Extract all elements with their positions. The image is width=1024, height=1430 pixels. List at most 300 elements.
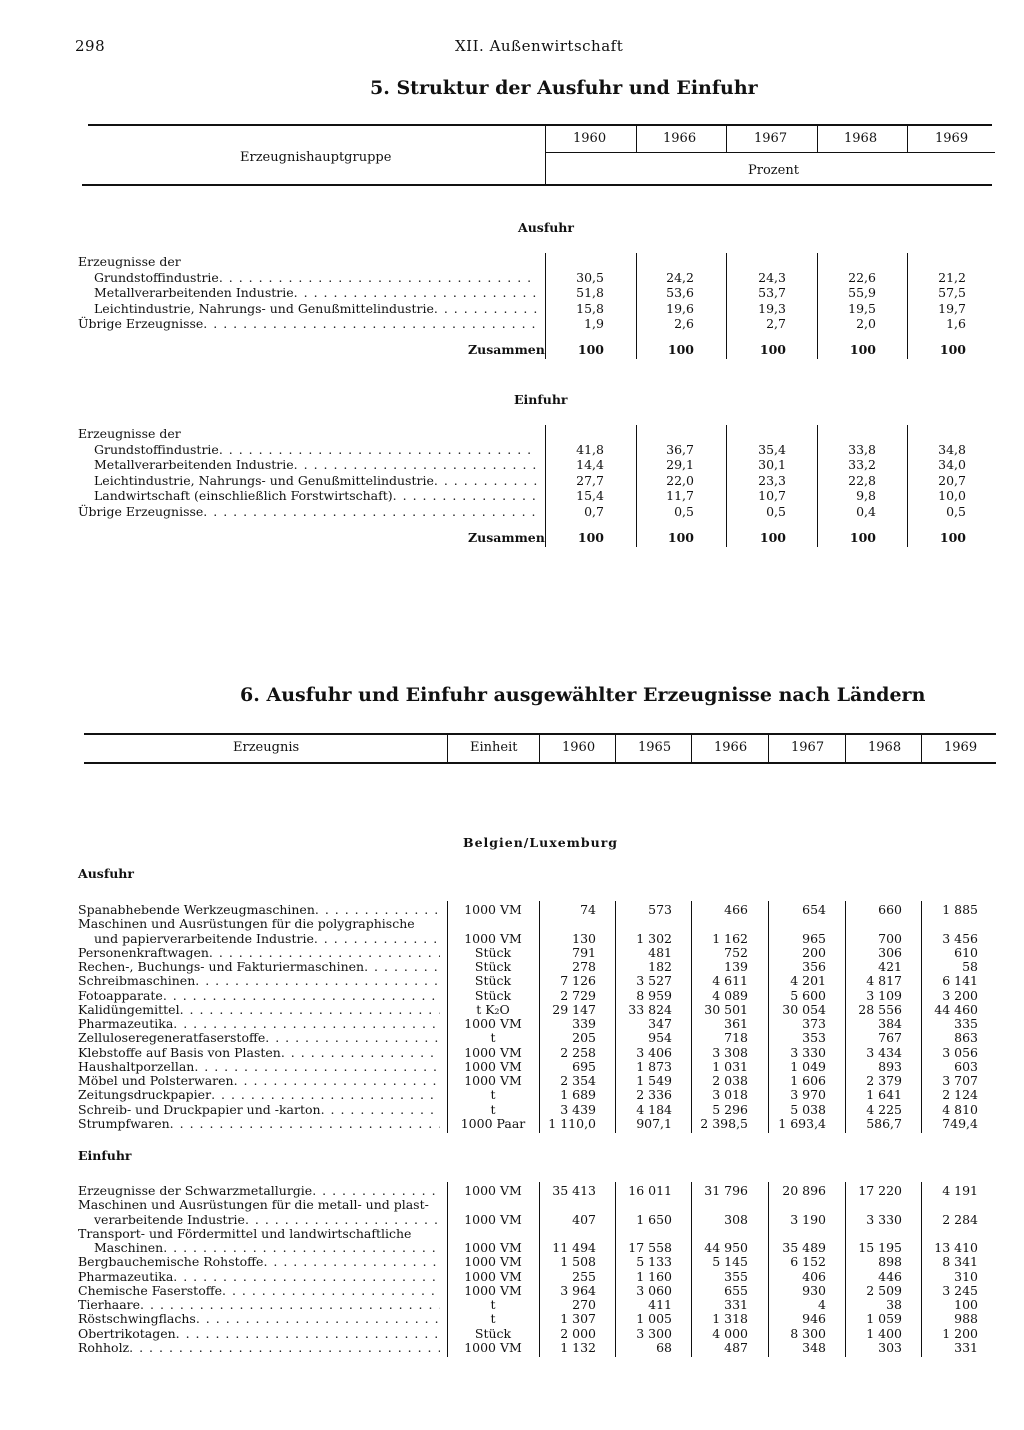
table6-header-divider — [845, 735, 846, 762]
row-label — [94, 302, 538, 316]
total-row — [0, 343, 1024, 357]
value-cell: 3 300 — [636, 1325, 672, 1341]
value-cell: 100 — [954, 1297, 978, 1312]
value-cell: 13 410 — [934, 1240, 978, 1255]
value-cell: 21,2 — [938, 269, 966, 285]
value-cell: 44 950 — [704, 1240, 748, 1255]
row-label-text: Spanabhebende Werkzeugmaschinen — [78, 902, 315, 917]
column-rule — [447, 901, 448, 1133]
leader-dots — [294, 458, 538, 472]
table-row — [0, 1327, 1024, 1341]
table-row — [0, 974, 1024, 988]
column-rule — [636, 425, 637, 547]
table6-header-divider — [691, 735, 692, 762]
value-cell: 1 650 — [636, 1211, 672, 1227]
table-row — [0, 474, 1024, 488]
row-label — [78, 1117, 440, 1131]
value-cell: 752 — [724, 944, 748, 960]
row-label-text: Metallverarbeitenden Industrie — [94, 457, 294, 473]
value-cell: 2 336 — [636, 1087, 672, 1103]
table-row — [0, 1046, 1024, 1060]
value-cell: 573 — [648, 902, 672, 917]
value-cell: 1 689 — [560, 1087, 596, 1103]
value-cell: 466 — [724, 902, 748, 917]
value-cell: 954 — [648, 1030, 672, 1046]
value-cell: 34,0 — [938, 457, 966, 473]
value-cell: 6 141 — [942, 973, 978, 989]
column-rule — [539, 901, 540, 1133]
leader-dots — [211, 1088, 440, 1102]
value-cell: 487 — [724, 1339, 748, 1355]
table-row — [0, 960, 1024, 974]
leader-dots — [245, 1213, 440, 1227]
table-row — [0, 1031, 1024, 1045]
value-cell: 22,8 — [848, 472, 876, 488]
value-cell: 5 600 — [790, 987, 826, 1003]
table-row — [0, 1184, 1024, 1198]
total-label: Zusammen — [468, 530, 545, 545]
column-rule — [447, 1182, 448, 1357]
table5-section-heading: Ausfuhr — [518, 220, 574, 235]
table6-header-divider — [768, 735, 769, 762]
value-cell: 347 — [648, 1016, 672, 1031]
value-cell: 3 308 — [712, 1044, 748, 1060]
value-cell: 0,7 — [584, 504, 604, 519]
unit-cell: t — [490, 1101, 496, 1117]
leader-dots — [195, 974, 440, 988]
column-rule — [845, 1182, 846, 1357]
value-cell: 31 796 — [704, 1183, 748, 1198]
column-rule — [615, 1182, 616, 1357]
row-label — [78, 1270, 440, 1284]
value-cell: 33,8 — [848, 441, 876, 457]
table-row — [0, 458, 1024, 472]
row-label — [94, 489, 538, 503]
row-label — [94, 458, 538, 472]
column-rule — [691, 901, 692, 1133]
value-cell: 3 245 — [942, 1282, 978, 1298]
value-cell: 2 124 — [942, 1087, 978, 1103]
value-cell: 1 606 — [790, 1073, 826, 1088]
value-cell: 965 — [802, 930, 826, 946]
value-cell: 22,0 — [666, 472, 694, 488]
value-cell: 406 — [802, 1268, 826, 1284]
value-cell: 2 258 — [560, 1044, 596, 1060]
unit-cell: 1000 VM — [464, 1016, 522, 1031]
row-label — [78, 1017, 440, 1031]
value-cell: 15 195 — [858, 1240, 902, 1255]
value-cell: 407 — [572, 1211, 596, 1227]
value-cell: 51,8 — [576, 285, 604, 301]
value-cell: 3 964 — [560, 1282, 596, 1298]
value-cell: 11,7 — [666, 488, 694, 504]
value-cell: 20 896 — [782, 1183, 826, 1198]
value-cell: 33 824 — [628, 1001, 672, 1017]
row-label-text: Fotoapparate — [78, 987, 163, 1003]
total-label: Zusammen — [468, 342, 545, 358]
row-label — [78, 946, 440, 960]
value-cell: 3 056 — [942, 1044, 978, 1060]
table6-col-header-year: 1967 — [791, 740, 825, 755]
value-cell: 1,6 — [946, 316, 966, 332]
table6-title: 6. Ausfuhr und Einfuhr ausgewählter Erzeugnisse nach Ländern — [240, 684, 926, 706]
row-label — [78, 974, 440, 988]
value-cell: 8 341 — [942, 1254, 978, 1270]
table-row — [0, 1270, 1024, 1284]
running-head: XII. Außenwirtschaft — [455, 37, 624, 55]
unit-cell: t K₂O — [476, 1001, 510, 1017]
row-label — [78, 903, 440, 917]
table-row — [0, 1198, 1024, 1212]
value-cell: 3 190 — [790, 1211, 826, 1227]
leader-dots — [170, 1117, 440, 1131]
value-cell: 356 — [802, 959, 826, 974]
value-cell: 41,8 — [576, 441, 604, 457]
leader-dots — [222, 1284, 440, 1298]
row-label — [94, 443, 538, 457]
row-label-text: Erzeugnisse der Schwarzmetallurgie — [78, 1183, 313, 1198]
leader-dots — [263, 1255, 440, 1269]
unit-cell: Stück — [474, 987, 512, 1003]
table5-group-header: Erzeugnishauptgruppe — [240, 150, 392, 165]
value-cell: 3 330 — [790, 1044, 826, 1060]
row-label-text: Übrige Erzeugnisse — [78, 316, 204, 332]
value-cell: 2,6 — [674, 316, 694, 332]
table5-year-divider — [636, 126, 637, 152]
total-value: 100 — [759, 530, 786, 545]
unit-cell: 1000 VM — [464, 1339, 522, 1355]
value-cell: 421 — [878, 959, 902, 974]
value-cell: 1 160 — [636, 1268, 672, 1284]
row-label — [78, 1255, 440, 1269]
leader-dots — [393, 489, 538, 503]
total-value: 100 — [849, 342, 876, 358]
value-cell: 4 000 — [712, 1325, 748, 1341]
value-cell: 355 — [724, 1268, 748, 1284]
value-cell: 2 354 — [560, 1073, 596, 1088]
table5-year-header: 1969 — [935, 131, 969, 146]
value-cell: 898 — [878, 1254, 902, 1270]
row-label-text: Übrige Erzeugnisse — [78, 504, 204, 519]
row-label — [78, 505, 538, 519]
unit-cell: 1000 VM — [464, 1044, 522, 1060]
value-cell: 36,7 — [666, 441, 694, 457]
row-label-text: Transport- und Fördermittel und landwirtschaftliche — [78, 1225, 412, 1241]
value-cell: 24,2 — [666, 269, 694, 285]
table-row — [0, 1227, 1024, 1241]
table5-year-divider — [907, 126, 908, 152]
value-cell: 3 434 — [866, 1044, 902, 1060]
value-cell: 14,4 — [576, 457, 604, 473]
row-label — [78, 427, 538, 441]
table6-country-heading: Belgien/Luxemburg — [463, 835, 619, 850]
value-cell: 4 184 — [636, 1101, 672, 1117]
value-cell: 9,8 — [856, 488, 876, 504]
value-cell: 2 038 — [712, 1073, 748, 1088]
row-label — [78, 1298, 440, 1312]
column-rule — [768, 1182, 769, 1357]
value-cell: 3 527 — [636, 973, 672, 989]
row-label-text: Erzeugnisse der — [78, 254, 181, 269]
row-label — [94, 1213, 440, 1227]
row-label-text: Obertrikotagen — [78, 1325, 176, 1341]
value-cell: 791 — [572, 944, 596, 960]
value-cell: 6 152 — [790, 1254, 826, 1270]
column-rule — [907, 425, 908, 547]
row-label-text: Bergbauchemische Rohstoffe — [78, 1254, 264, 1270]
value-cell: 749,4 — [942, 1115, 978, 1131]
value-cell: 19,7 — [938, 300, 966, 316]
value-cell: 331 — [954, 1339, 978, 1355]
value-cell: 278 — [572, 959, 596, 974]
value-cell: 20,7 — [938, 472, 966, 488]
value-cell: 24,3 — [758, 269, 786, 285]
value-cell: 1 110,0 — [548, 1115, 596, 1131]
value-cell: 30 054 — [782, 1001, 826, 1017]
value-cell: 988 — [954, 1311, 978, 1327]
unit-cell: 1000 VM — [464, 1240, 522, 1255]
value-cell: 8 300 — [790, 1325, 826, 1341]
row-label — [78, 1103, 440, 1117]
unit-cell: 1000 VM — [464, 902, 522, 917]
row-label — [78, 1031, 440, 1045]
row-label-text: Rohholz — [78, 1339, 130, 1355]
leader-dots — [219, 271, 538, 285]
table-row — [0, 286, 1024, 300]
table-row — [0, 903, 1024, 917]
value-cell: 361 — [724, 1016, 748, 1031]
unit-cell: t — [490, 1087, 496, 1103]
value-cell: 270 — [572, 1297, 596, 1312]
leader-dots — [434, 474, 538, 488]
total-value: 100 — [577, 530, 604, 545]
value-cell: 655 — [724, 1282, 748, 1298]
column-rule — [817, 425, 818, 547]
value-cell: 3 439 — [560, 1101, 596, 1117]
row-label-text: Röstschwingflachs — [78, 1311, 196, 1327]
leader-dots — [163, 989, 440, 1003]
value-cell: 1 318 — [712, 1311, 748, 1327]
leader-dots — [163, 1241, 440, 1255]
value-cell: 1 508 — [560, 1254, 596, 1270]
row-label — [78, 1060, 440, 1074]
value-cell: 10,0 — [938, 488, 966, 504]
column-rule — [907, 253, 908, 359]
value-cell: 1 162 — [712, 930, 748, 946]
value-cell: 3 200 — [942, 987, 978, 1003]
column-rule — [539, 1182, 540, 1357]
row-label-text: Personenkraftwagen — [78, 944, 209, 960]
table-row — [0, 1117, 1024, 1131]
value-cell: 4 089 — [712, 987, 748, 1003]
table6-col-header-year: 1966 — [714, 740, 748, 755]
value-cell: 139 — [724, 959, 748, 974]
value-cell: 38 — [886, 1297, 902, 1312]
value-cell: 660 — [878, 902, 902, 917]
row-label-text: Leichtindustrie, Nahrungs- und Genußmittelindustrie — [94, 472, 434, 488]
column-rule — [545, 253, 546, 359]
value-cell: 7 126 — [560, 973, 596, 989]
row-label-text: Erzeugnisse der — [78, 426, 181, 441]
table-row — [0, 271, 1024, 285]
leader-dots — [312, 1184, 440, 1198]
table6-col-header-year: 1960 — [562, 740, 596, 755]
value-cell: 3 018 — [712, 1087, 748, 1103]
total-value: 100 — [939, 530, 966, 545]
value-cell: 58 — [962, 959, 978, 974]
value-cell: 1 641 — [866, 1087, 902, 1103]
table-row — [0, 1298, 1024, 1312]
column-rule — [845, 901, 846, 1133]
table-row — [0, 917, 1024, 931]
value-cell: 182 — [648, 959, 672, 974]
value-cell: 1 132 — [560, 1339, 596, 1355]
value-cell: 2 379 — [866, 1073, 902, 1088]
table-row — [0, 427, 1024, 441]
table5-section-heading: Einfuhr — [514, 392, 568, 407]
table-row — [0, 1060, 1024, 1074]
column-rule — [726, 253, 727, 359]
row-label — [94, 1241, 440, 1255]
unit-cell: 1000 VM — [464, 1254, 522, 1270]
value-cell: 446 — [878, 1268, 902, 1284]
column-rule — [615, 901, 616, 1133]
value-cell: 1 031 — [712, 1058, 748, 1074]
value-cell: 68 — [656, 1339, 672, 1355]
table5-top-rule — [88, 124, 992, 126]
column-rule — [726, 425, 727, 547]
value-cell: 4 817 — [866, 973, 902, 989]
table5-year-divider — [817, 126, 818, 152]
leader-dots — [129, 1341, 440, 1355]
column-rule — [921, 901, 922, 1133]
column-rule — [817, 253, 818, 359]
value-cell: 930 — [802, 1282, 826, 1298]
unit-cell: Stück — [474, 959, 512, 974]
table-row — [0, 1213, 1024, 1227]
leader-dots — [209, 946, 440, 960]
table-row — [0, 302, 1024, 316]
leader-dots — [219, 443, 538, 457]
value-cell: 1 549 — [636, 1073, 672, 1088]
unit-cell: Stück — [474, 944, 512, 960]
value-cell: 29 147 — [552, 1001, 596, 1017]
total-value: 100 — [849, 530, 876, 545]
value-cell: 200 — [802, 944, 826, 960]
row-label-text: Haushaltporzellan — [78, 1058, 195, 1074]
row-label-text: Schreib- und Druckpapier und -karton — [78, 1101, 321, 1117]
leader-dots — [234, 1074, 440, 1088]
unit-cell: Stück — [474, 1325, 512, 1341]
value-cell: 23,3 — [758, 472, 786, 488]
value-cell: 17 558 — [628, 1240, 672, 1255]
row-label — [78, 1184, 440, 1198]
value-cell: 22,6 — [848, 269, 876, 285]
leader-dots — [434, 302, 538, 316]
row-label — [78, 317, 538, 331]
leader-dots — [294, 286, 538, 300]
leader-dots — [176, 1327, 440, 1341]
unit-cell: 1000 VM — [464, 1211, 522, 1227]
value-cell: 4 — [818, 1297, 826, 1312]
value-cell: 2 284 — [942, 1211, 978, 1227]
row-label — [78, 255, 538, 269]
table6-col-header-year: 1968 — [868, 740, 902, 755]
value-cell: 53,6 — [666, 285, 694, 301]
value-cell: 57,5 — [938, 285, 966, 301]
table-row — [0, 505, 1024, 519]
table6-header-divider — [447, 735, 448, 762]
row-label-text: Landwirtschaft (einschließlich Forstwirtschaft) — [94, 488, 393, 504]
row-label — [78, 1312, 440, 1326]
table5-year-divider — [726, 126, 727, 152]
row-label — [94, 271, 538, 285]
row-label-text: Maschinen und Ausrüstungen für die polygraphische — [78, 916, 415, 932]
unit-cell: t — [490, 1311, 496, 1327]
leader-dots — [173, 1270, 440, 1284]
table5-header-mid-rule — [545, 152, 995, 153]
value-cell: 5 296 — [712, 1101, 748, 1117]
value-cell: 19,3 — [758, 300, 786, 316]
value-cell: 1 302 — [636, 930, 672, 946]
value-cell: 1 049 — [790, 1058, 826, 1074]
value-cell: 863 — [954, 1030, 978, 1046]
value-cell: 19,5 — [848, 300, 876, 316]
column-rule — [691, 1182, 692, 1357]
value-cell: 586,7 — [866, 1115, 902, 1131]
row-label-text: Grundstoffindustrie — [94, 441, 219, 457]
unit-cell: 1000 Paar — [460, 1115, 526, 1131]
value-cell: 17 220 — [858, 1183, 902, 1198]
total-value: 100 — [667, 342, 694, 358]
row-label — [94, 286, 538, 300]
unit-cell: t — [490, 1297, 496, 1312]
table-row — [0, 1074, 1024, 1088]
value-cell: 3 330 — [866, 1211, 902, 1227]
value-cell: 1 005 — [636, 1311, 672, 1327]
value-cell: 130 — [572, 930, 596, 946]
value-cell: 55,9 — [848, 285, 876, 301]
leader-dots — [281, 1046, 440, 1060]
table-row — [0, 317, 1024, 331]
table6-col-header-product: Erzeugnis — [233, 740, 300, 755]
value-cell: 2 000 — [560, 1325, 596, 1341]
value-cell: 2 398,5 — [700, 1115, 748, 1131]
value-cell: 411 — [648, 1297, 672, 1312]
value-cell: 1 059 — [866, 1311, 902, 1327]
value-cell: 4 191 — [942, 1183, 978, 1198]
value-cell: 335 — [954, 1016, 978, 1031]
value-cell: 1 400 — [866, 1325, 902, 1341]
value-cell: 603 — [954, 1058, 978, 1074]
leader-dots — [180, 1003, 440, 1017]
table-row — [0, 1341, 1024, 1355]
table6-header-bottom-rule — [84, 762, 996, 764]
value-cell: 2,7 — [766, 316, 786, 332]
value-cell: 0,5 — [766, 504, 786, 519]
leader-dots — [196, 1312, 440, 1326]
table6-header-divider — [921, 735, 922, 762]
row-label-text: Leichtindustrie, Nahrungs- und Genußmittelindustrie — [94, 300, 434, 316]
leader-dots — [321, 1103, 440, 1117]
value-cell: 30 501 — [704, 1001, 748, 1017]
table-row — [0, 1284, 1024, 1298]
row-label-text: Rechen-, Buchungs- und Fakturiermaschinen — [78, 959, 365, 974]
row-label-text: Zelluloseregeneratfaserstoffe — [78, 1030, 266, 1046]
value-cell: 310 — [954, 1268, 978, 1284]
table6-section-heading: Einfuhr — [78, 1148, 132, 1163]
value-cell: 10,7 — [758, 488, 786, 504]
